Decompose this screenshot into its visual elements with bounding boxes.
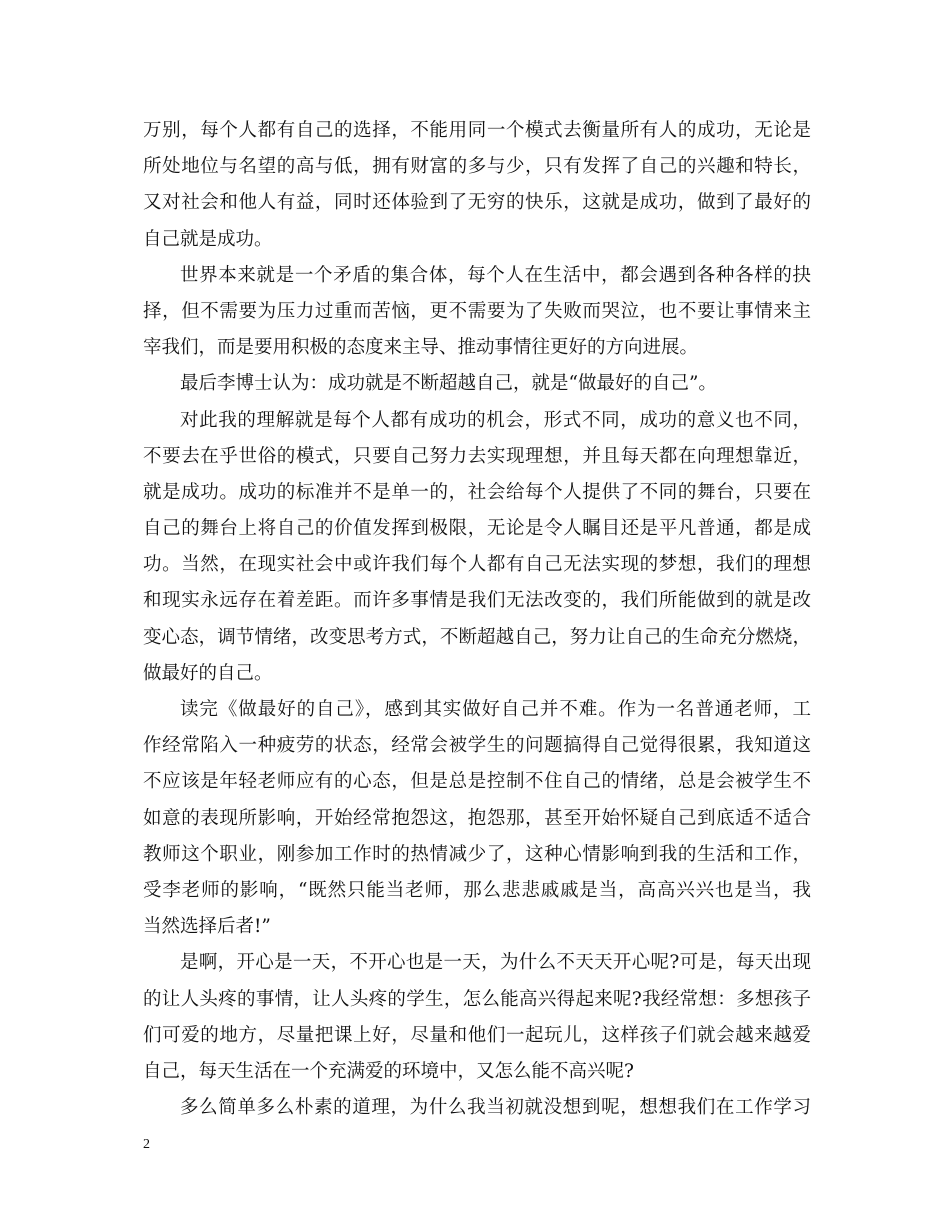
text-line: 世界本来就是一个矛盾的集合体，每个人在生活中，都会遇到各种各样的抉: [180, 264, 811, 286]
paragraph: [143, 1090, 811, 1126]
text-line: 功。当然，在现实社会中或许我们每个人都有自己无法实现的梦想，我们的理想: [143, 554, 811, 576]
text-line: 变心态，调节情绪，改变思考方式，不断超越自己，努力让自己的生命充分燃烧，: [143, 626, 811, 648]
paragraph: [143, 258, 811, 367]
text-line: 最后李博士认为：成功就是不断超越自己，就是“做最好的自己”。: [180, 373, 717, 395]
text-line: 不要去在乎世俗的模式，只要自己努力去实现理想，并且每天都在向理想靠近，: [143, 445, 811, 467]
text-line: 自己就是成功。: [143, 228, 273, 250]
text-line: 和现实永远存在着差距。而许多事情是我们无法改变的，我们所能做到的就是改: [143, 590, 811, 612]
text-line: 受李老师的影响，“既然只能当老师，那么悲悲戚戚是当，高高兴兴也是当，我: [143, 879, 811, 901]
text-line: 宰我们，而是要用积极的态度来主导、推动事情往更好的方向进展。: [143, 337, 699, 359]
text-line: 教师这个职业，刚参加工作时的热情减少了，这种心情影响到我的生活和工作，: [143, 843, 811, 865]
paragraph: [143, 692, 811, 945]
text-line: 对此我的理解就是每个人都有成功的机会，形式不同，成功的意义也不同，: [180, 409, 811, 431]
text-line: 择，但不需要为压力过重而苦恼，更不需要为了失败而哭泣，也不要让事情来主: [143, 300, 811, 322]
text-line: 所处地位与名望的高与低，拥有财富的多与少，只有发挥了自己的兴趣和特长，: [143, 156, 811, 178]
text-line: 自己，每天生活在一个充满爱的环境中，又怎么能不高兴呢?: [143, 1060, 634, 1082]
text-line: 是啊，开心是一天，不开心也是一天，为什么不天天开心呢?可是，每天出现: [180, 952, 811, 974]
text-line: 读完《做最好的自己》，感到其实做好自己并不难。作为一名普通老师，工: [180, 699, 811, 720]
text-line: 不应该是年轻老师应有的心态，但是总是控制不住自己的情绪，总是会被学生不: [143, 771, 811, 793]
text-line: 作经常陷入一种疲劳的状态，经常会被学生的问题搞得自己觉得很累，我知道这: [143, 735, 811, 757]
text-line: 自己的舞台上将自己的价值发挥到极限，无论是令人瞩目还是平凡普通，都是成: [143, 518, 811, 540]
text-line: 当然选择后者!”: [143, 916, 271, 938]
text-line: 又对社会和他人有益，同时还体验到了无穷的快乐，这就是成功，做到了最好的: [143, 192, 811, 214]
paragraph: [143, 366, 811, 402]
text-line: 就是成功。成功的标准并不是单一的，社会给每个人提供了不同的舞台，只要在: [143, 481, 811, 503]
page-number: 2: [143, 1137, 150, 1152]
text-line: 如意的表现所影响，开始经常抱怨这，抱怨那，甚至开始怀疑自己到底适不适合: [143, 807, 811, 829]
paragraph: [143, 403, 811, 693]
paragraph: [143, 113, 811, 258]
text-line: 的让人头疼的事情，让人头疼的学生，怎么能高兴得起来呢?我经常想：多想孩子: [143, 988, 811, 1010]
paragraph: [143, 945, 811, 1090]
body-text: [143, 113, 811, 1126]
text-line: 们可爱的地方，尽量把课上好，尽量和他们一起玩儿，这样孩子们就会越来越爱: [143, 1024, 811, 1046]
text-line: 多么简单多么朴素的道理，为什么我当初就没想到呢，想想我们在工作学习: [180, 1097, 811, 1119]
text-line: 万别，每个人都有自己的选择，不能用同一个模式去衡量所有人的成功，无论是: [143, 120, 811, 141]
text-line: 做最好的自己。: [143, 662, 273, 684]
